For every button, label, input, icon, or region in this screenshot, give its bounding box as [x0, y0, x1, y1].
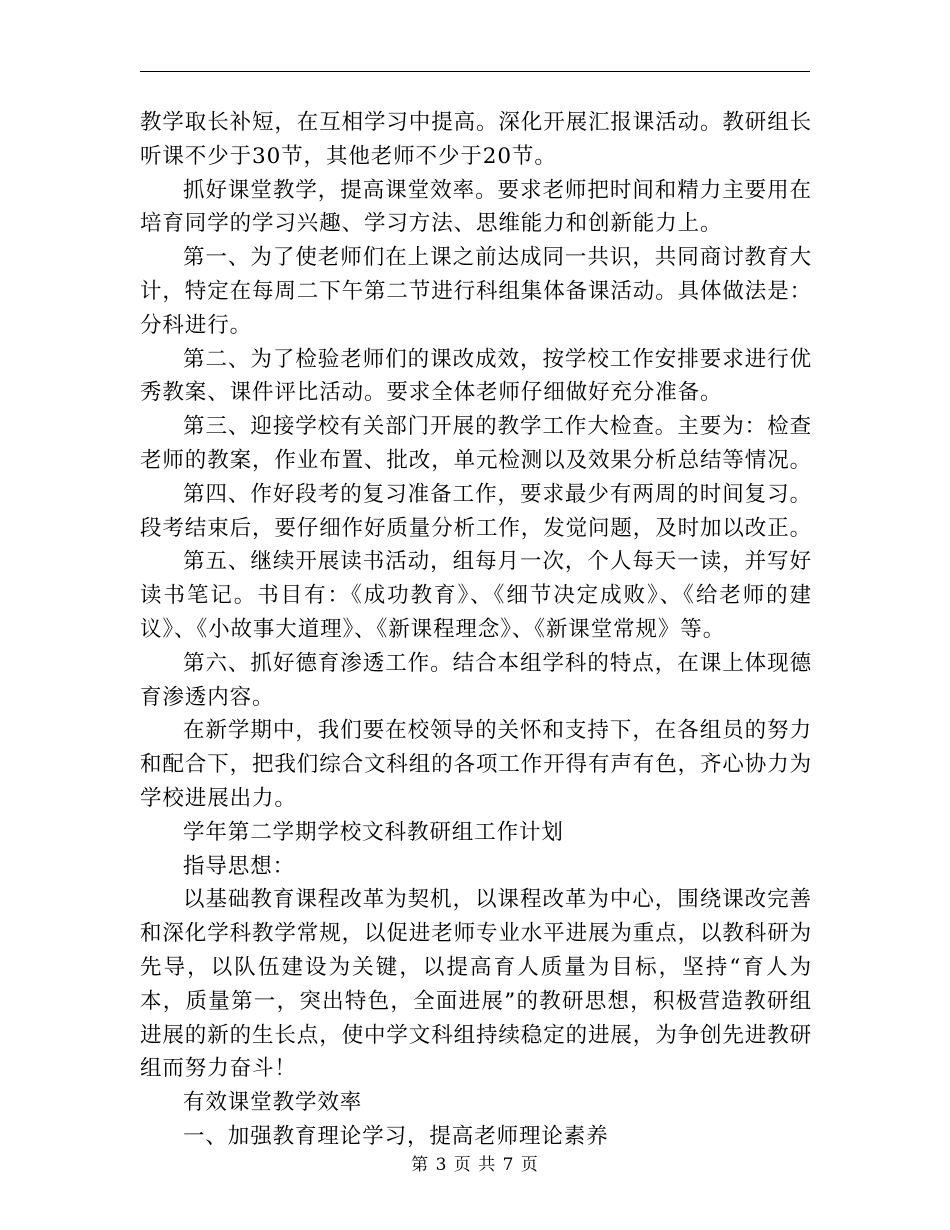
header-rule — [140, 71, 810, 72]
page-number: 第 3 页 共 7 页 — [411, 1155, 539, 1175]
paragraph: 第三、迎接学校有关部门开展的教学工作大检查。主要为：检查老师的教案，作业布置、批改，单元检测以及效果分析总结等情况。 — [140, 414, 813, 473]
paragraph: 教学取长补短，在互相学习中提高。深化开展汇报课活动。教研组长听课不少于30节，其他老师不少于20节。 — [140, 110, 813, 169]
section-heading: 一、加强教育理论学习，提高老师理论素养 — [183, 1123, 609, 1149]
section-heading: 指导思想： — [183, 853, 296, 879]
document-body — [140, 106, 812, 1154]
paragraph: 抓好课堂教学，提高课堂效率。要求老师把时间和精力主要用在培育同学的学习兴趣、学习方法、思维能力和创新能力上。 — [140, 177, 812, 237]
paragraph: 以基础教育课程改革为契机，以课程改革为中心，围绕课改完善和深化学科教学常规，以促进老师专业水平进展为重点，以教科研为先导，以队伍建设为关键，以提高育人质量为目标，坚持“育人为本，质量第一，突出特色，全面进展”的教研思想，积极营造教研组进展的新的生长点，使中学文科组持续稳定的进展，为争创先进教研组而努力奋斗！ — [140, 887, 813, 1082]
section-heading: 有效课堂教学效率 — [183, 1090, 363, 1116]
section-title: 学年第二学期学校文科教研组工作计划 — [183, 819, 564, 845]
paragraph: 第一、为了使老师们在上课之前达成同一共识，共同商讨教育大计，特定在每周二下午第二节进行科组集体备课活动。具体做法是：分科进行。 — [140, 245, 813, 338]
paragraph: 第六、抓好德育渗透工作。结合本组学科的特点，在课上体现德育渗透内容。 — [140, 650, 812, 710]
paragraph: 在新学期中，我们要在校领导的关怀和支持下，在各组员的努力和配合下，把我们综合文科组的各项工作开得有声有色，齐心协力为学校进展出力。 — [140, 718, 813, 811]
paragraph: 第五、继续开展读书活动，组每月一次，个人每天一读，并写好读书笔记。书目有：《成功教育》、《细节决定成败》、《给老师的建议》、《小故事大道理》、《新课程理念》、《新课堂常规》等。 — [140, 549, 812, 642]
paragraph: 第二、为了检验老师们的课改成效，按学校工作安排要求进行优秀教案、课件评比活动。要求全体老师仔细做好充分准备。 — [140, 346, 812, 406]
paragraph: 第四、作好段考的复习准备工作，要求最少有两周的时间复习。段考结束后，要仔细作好质量分析工作，发觉问题，及时加以改正。 — [140, 481, 813, 541]
